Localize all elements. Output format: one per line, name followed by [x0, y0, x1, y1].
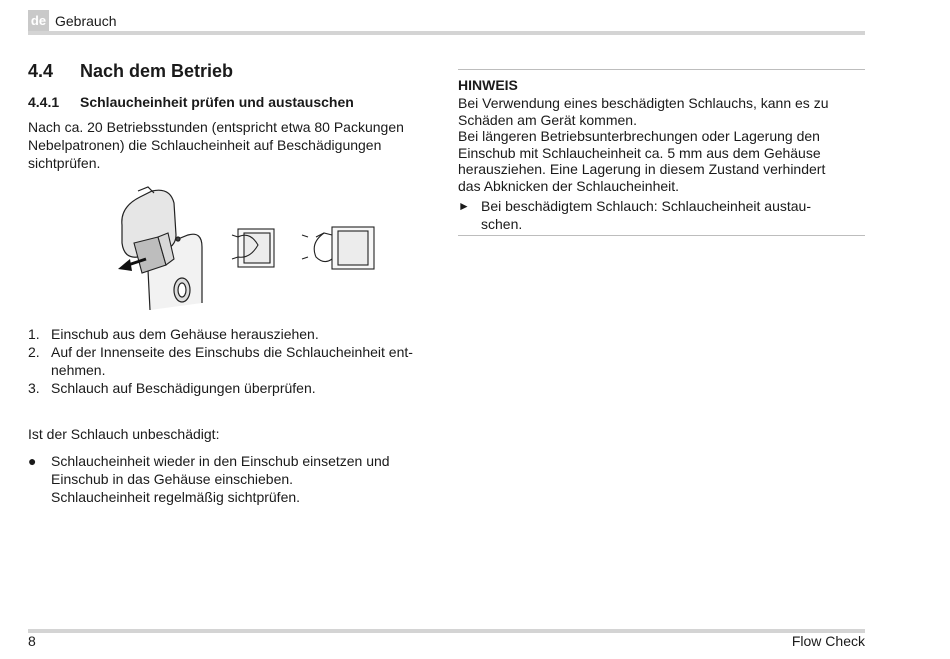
hose-unit-removed [302, 227, 374, 269]
intro-line: sichtprüfen. [28, 155, 101, 171]
hose-unit-in-frame [232, 229, 274, 267]
action-arrow-icon: ► [458, 199, 470, 213]
header-rule [28, 31, 865, 35]
list-item [28, 379, 443, 397]
steps-list [28, 325, 443, 397]
note-rule-top [458, 69, 865, 70]
subsection-title: Schlaucheinheit prüfen und austauschen [80, 94, 354, 110]
note-title: HINWEIS [458, 77, 518, 93]
bullet-line: Schlaucheinheit regelmäßig sichtprüfen. [51, 489, 301, 505]
subsection-heading [28, 94, 354, 110]
section-number: 4.4 [28, 61, 54, 81]
note-action-line: Bei beschädigtem Schlauch: Schlaucheinheit austau- [481, 198, 811, 214]
note-line: herausziehen. Eine Lagerung in diesem Zustand verhindert [458, 161, 826, 178]
section-label: Gebrauch [55, 13, 117, 29]
note-action [458, 197, 863, 233]
intro-paragraph [28, 118, 443, 172]
note-line: Bei längeren Betriebsunterbrechungen oder Lagerung den [458, 128, 820, 145]
hose-unit-illustration [110, 185, 390, 310]
step-line: nehmen. [51, 362, 106, 378]
intro-line: Nebelpatronen) die Schlaucheinheit auf Beschädigungen [28, 137, 382, 153]
note-line: Einschub mit Schlaucheinheit ca. 5 mm aus dem Gehäuse [458, 144, 821, 161]
bullet-item [28, 452, 443, 506]
note-text [458, 95, 863, 195]
step-line: Einschub aus dem Gehäuse herausziehen. [51, 326, 319, 342]
product-name: Flow Check [791, 633, 865, 649]
section-heading [28, 61, 233, 82]
list-item [28, 343, 443, 379]
step-line: Schlauch auf Beschädigungen überprüfen. [51, 380, 316, 396]
bullet-line: Schlaucheinheit wieder in den Einschub einsetzen und [51, 453, 390, 469]
step-number: 2. [28, 344, 40, 360]
subsection-number: 4.4.1 [28, 94, 60, 110]
note-line: Bei Verwendung eines beschädigten Schlauchs, kann es zu [458, 95, 829, 111]
condition-text: Ist der Schlauch unbeschädigt: [28, 426, 220, 442]
step-number: 3. [28, 380, 40, 396]
intro-line: Nach ca. 20 Betriebsstunden (entspricht etwa 80 Packungen [28, 119, 404, 135]
step-line: Auf der Innenseite des Einschubs die Schlaucheinheit ent- [51, 344, 413, 360]
footer-rule [28, 629, 865, 633]
language-badge: de [28, 10, 49, 32]
bullet-icon: ● [28, 453, 37, 469]
step-number: 1. [28, 326, 40, 342]
note-line: Schäden am Gerät kommen. [458, 111, 637, 128]
page-number: 8 [28, 633, 36, 649]
bullet-line: Einschub in das Gehäuse einschieben. [51, 471, 294, 487]
note-action-line: schen. [481, 216, 523, 232]
section-title: Nach dem Betrieb [80, 61, 234, 81]
note-line: das Abknicken der Schlaucheinheit. [458, 177, 680, 194]
list-item [28, 325, 443, 343]
note-rule-bottom [458, 235, 865, 236]
